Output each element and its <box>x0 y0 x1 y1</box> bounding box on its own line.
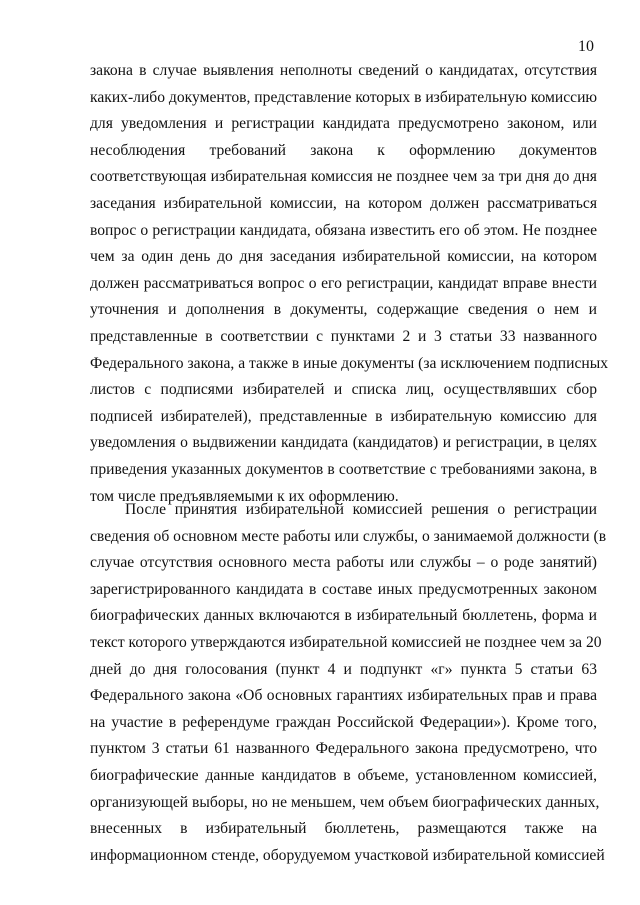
text-line: организующей выборы, но не меньшем, чем объем биографических данных, <box>90 793 600 811</box>
text-line: соответствующая избирательная комиссия не позднее чем за три дня до дня <box>90 168 597 186</box>
text-line: внесенных в избирательный бюллетень, размещаются также на <box>90 820 597 838</box>
text-line: том числе предъявляемыми к их оформлению. <box>90 487 399 505</box>
text-line: текст которого утверждаются избирательной комиссией не позднее чем за 20 <box>90 633 602 651</box>
text-line: пунктом 3 статьи 61 названного Федерального закона предусмотрено, что <box>90 740 597 758</box>
paragraph-1 <box>90 58 609 510</box>
text-line: на участие в референдуме граждан Российской Федерации»). Кроме того, <box>90 713 597 731</box>
text-line: уведомления о выдвижении кандидата (кандидатов) и регистрации, в целях <box>90 434 597 452</box>
text-line: каких-либо документов, представление которых в избирательную комиссию <box>90 88 598 106</box>
text-line: информационном стенде, оборудуемом участковой избирательной комиссией <box>90 846 605 864</box>
text-line: Федерального закона «Об основных гарантиях избирательных прав и права <box>90 687 597 705</box>
text-line: закона в случае выявления неполноты сведений о кандидатах, отсутствия <box>90 62 597 79</box>
text-line: Федерального закона, а также в иные документы (за исключением подписных <box>90 354 609 372</box>
text-line: представленные в соответствии с пунктами 2 и 3 статьи 33 названного <box>90 327 597 345</box>
text-line: листов с подписями избирателей и списка лиц, осуществлявших сбор <box>90 381 597 399</box>
text-line: уточнения и дополнения в документы, содержащие сведения о нем и <box>90 301 597 319</box>
text-line: заседания избирательной комиссии, на котором должен рассматриваться <box>90 194 597 212</box>
text-line: несоблюдения требований закона к оформлению документов <box>90 141 597 159</box>
text-line: приведения указанных документов в соответствие с требованиями закона, в <box>90 460 597 478</box>
text-line: подписей избирателей), представленные в избирательную комиссию для <box>90 407 597 425</box>
page-number: 10 <box>578 38 594 55</box>
text-line: чем за один день до дня заседания избирательной комиссии, на котором <box>90 248 597 266</box>
text-line: случае отсутствия основного места работы или службы – о роде занятий) <box>90 554 597 572</box>
text-line: биографические данные кандидатов в объеме, установленном комиссией, <box>90 766 597 784</box>
text-line: для уведомления и регистрации кандидата предусмотрено законом, или <box>90 115 597 133</box>
text-line: После принятия избирательной комиссией решения о регистрации <box>125 501 597 518</box>
text-line: дней до дня голосования (пункт 4 и подпункт «г» пункта 5 статьи 63 <box>90 660 597 678</box>
text-line: должен рассматриваться вопрос о его регистрации, кандидат вправе внести <box>90 274 597 292</box>
text-line: биографических данных включаются в избирательный бюллетень, форма и <box>90 607 597 625</box>
text-line: сведения об основном месте работы или службы, о занимаемой должности (в <box>90 527 607 545</box>
paragraph-2 <box>90 497 607 869</box>
text-line: вопрос о регистрации кандидата, обязана известить его об этом. Не позднее <box>90 221 597 239</box>
text-line: зарегистрированного кандидата в составе иных предусмотренных законом <box>90 580 597 598</box>
